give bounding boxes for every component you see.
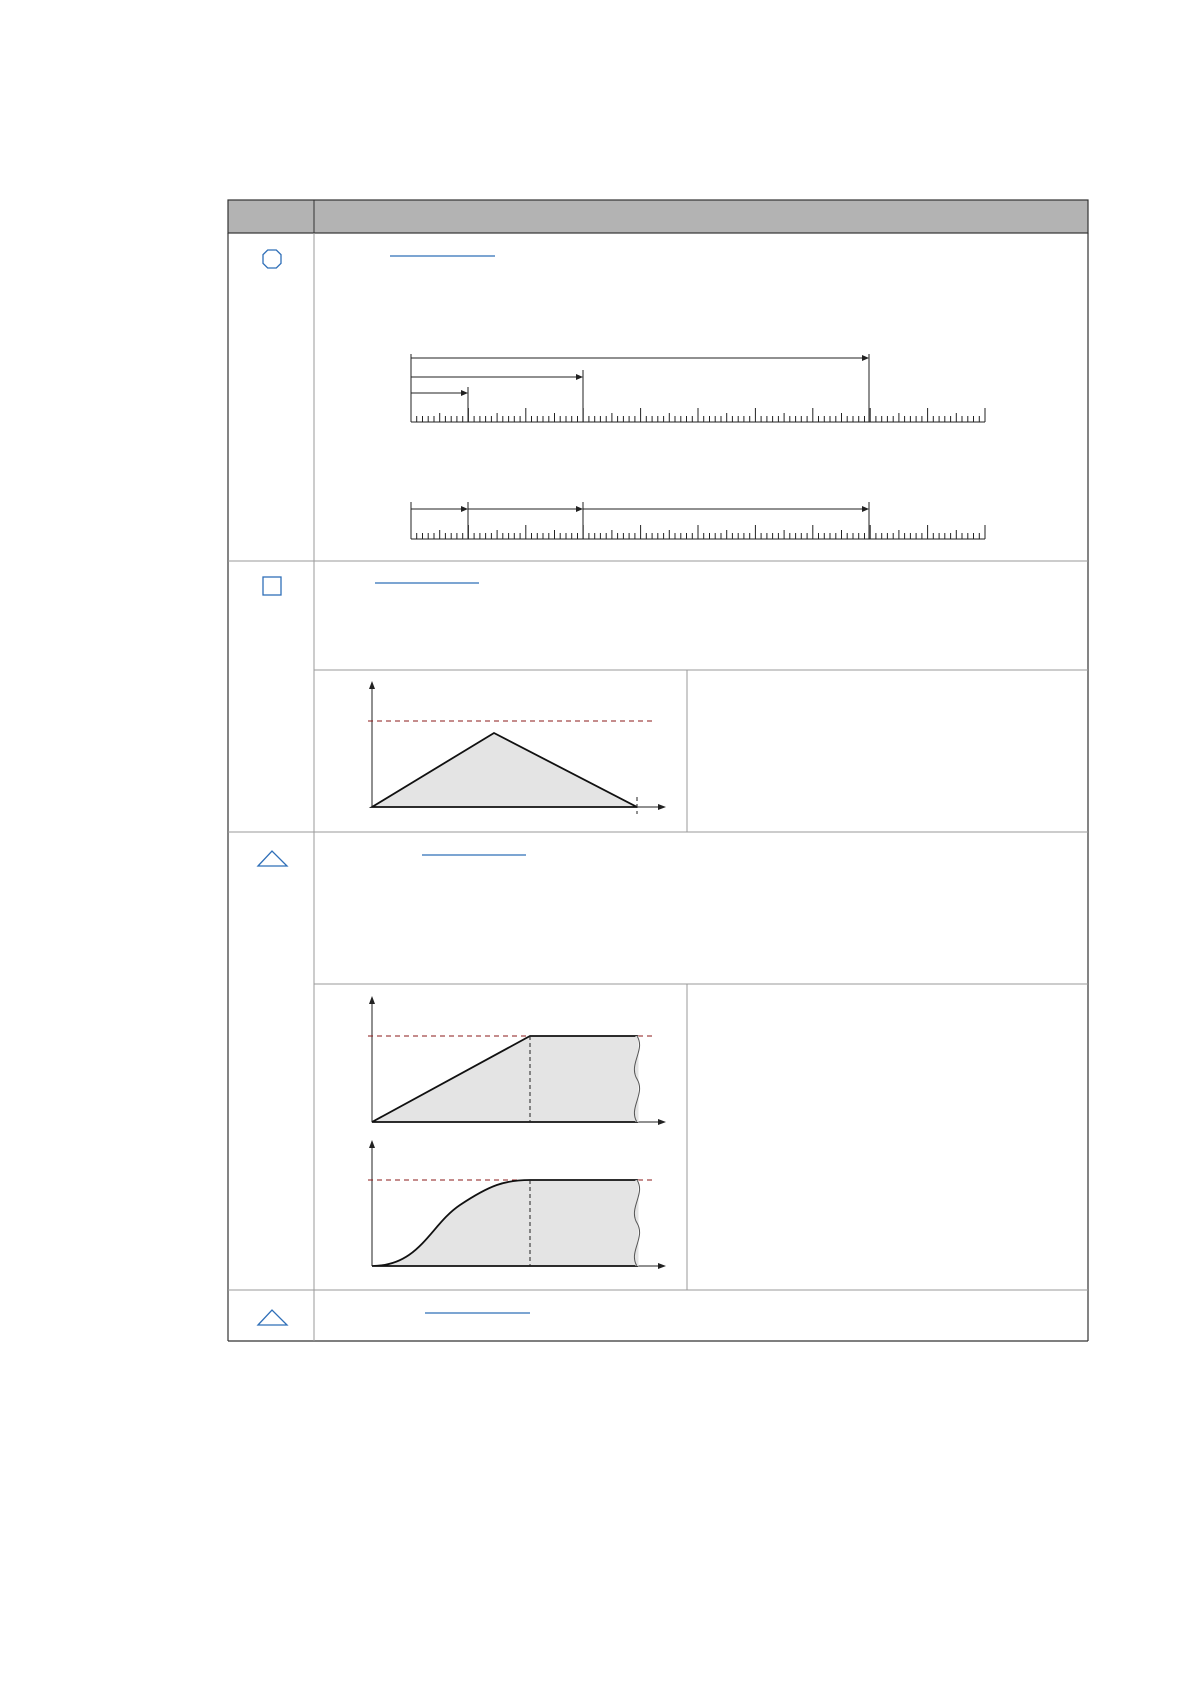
profile-area (372, 1180, 637, 1266)
y-axis-arrow (369, 681, 375, 689)
x-axis-arrow (658, 1119, 666, 1125)
x-axis-arrow (658, 804, 666, 810)
x-axis-arrow (658, 1263, 666, 1269)
arrow-head (862, 355, 869, 361)
cumulative-time-diagram (411, 354, 985, 422)
y-axis-arrow (369, 996, 375, 1004)
triangle-profile-figure (368, 681, 666, 814)
triangle-icon (258, 851, 287, 866)
triangle-icon (258, 1310, 287, 1325)
table-header (228, 200, 1088, 233)
ramp-profile-figure (368, 996, 666, 1125)
ruler-ticks (411, 408, 985, 422)
ruler-ticks (411, 525, 985, 539)
arrow-head (576, 374, 583, 380)
octagon-icon (263, 250, 281, 268)
arrow-head (576, 506, 583, 512)
arrow-head (461, 390, 468, 396)
profile-area (372, 733, 637, 807)
profile-area (372, 1036, 637, 1122)
sequential-time-diagram (411, 502, 985, 539)
s-curve-profile-figure (368, 1140, 666, 1269)
square-icon (263, 577, 281, 595)
y-axis-arrow (369, 1140, 375, 1148)
arrow-head (461, 506, 468, 512)
arrow-head (862, 506, 869, 512)
